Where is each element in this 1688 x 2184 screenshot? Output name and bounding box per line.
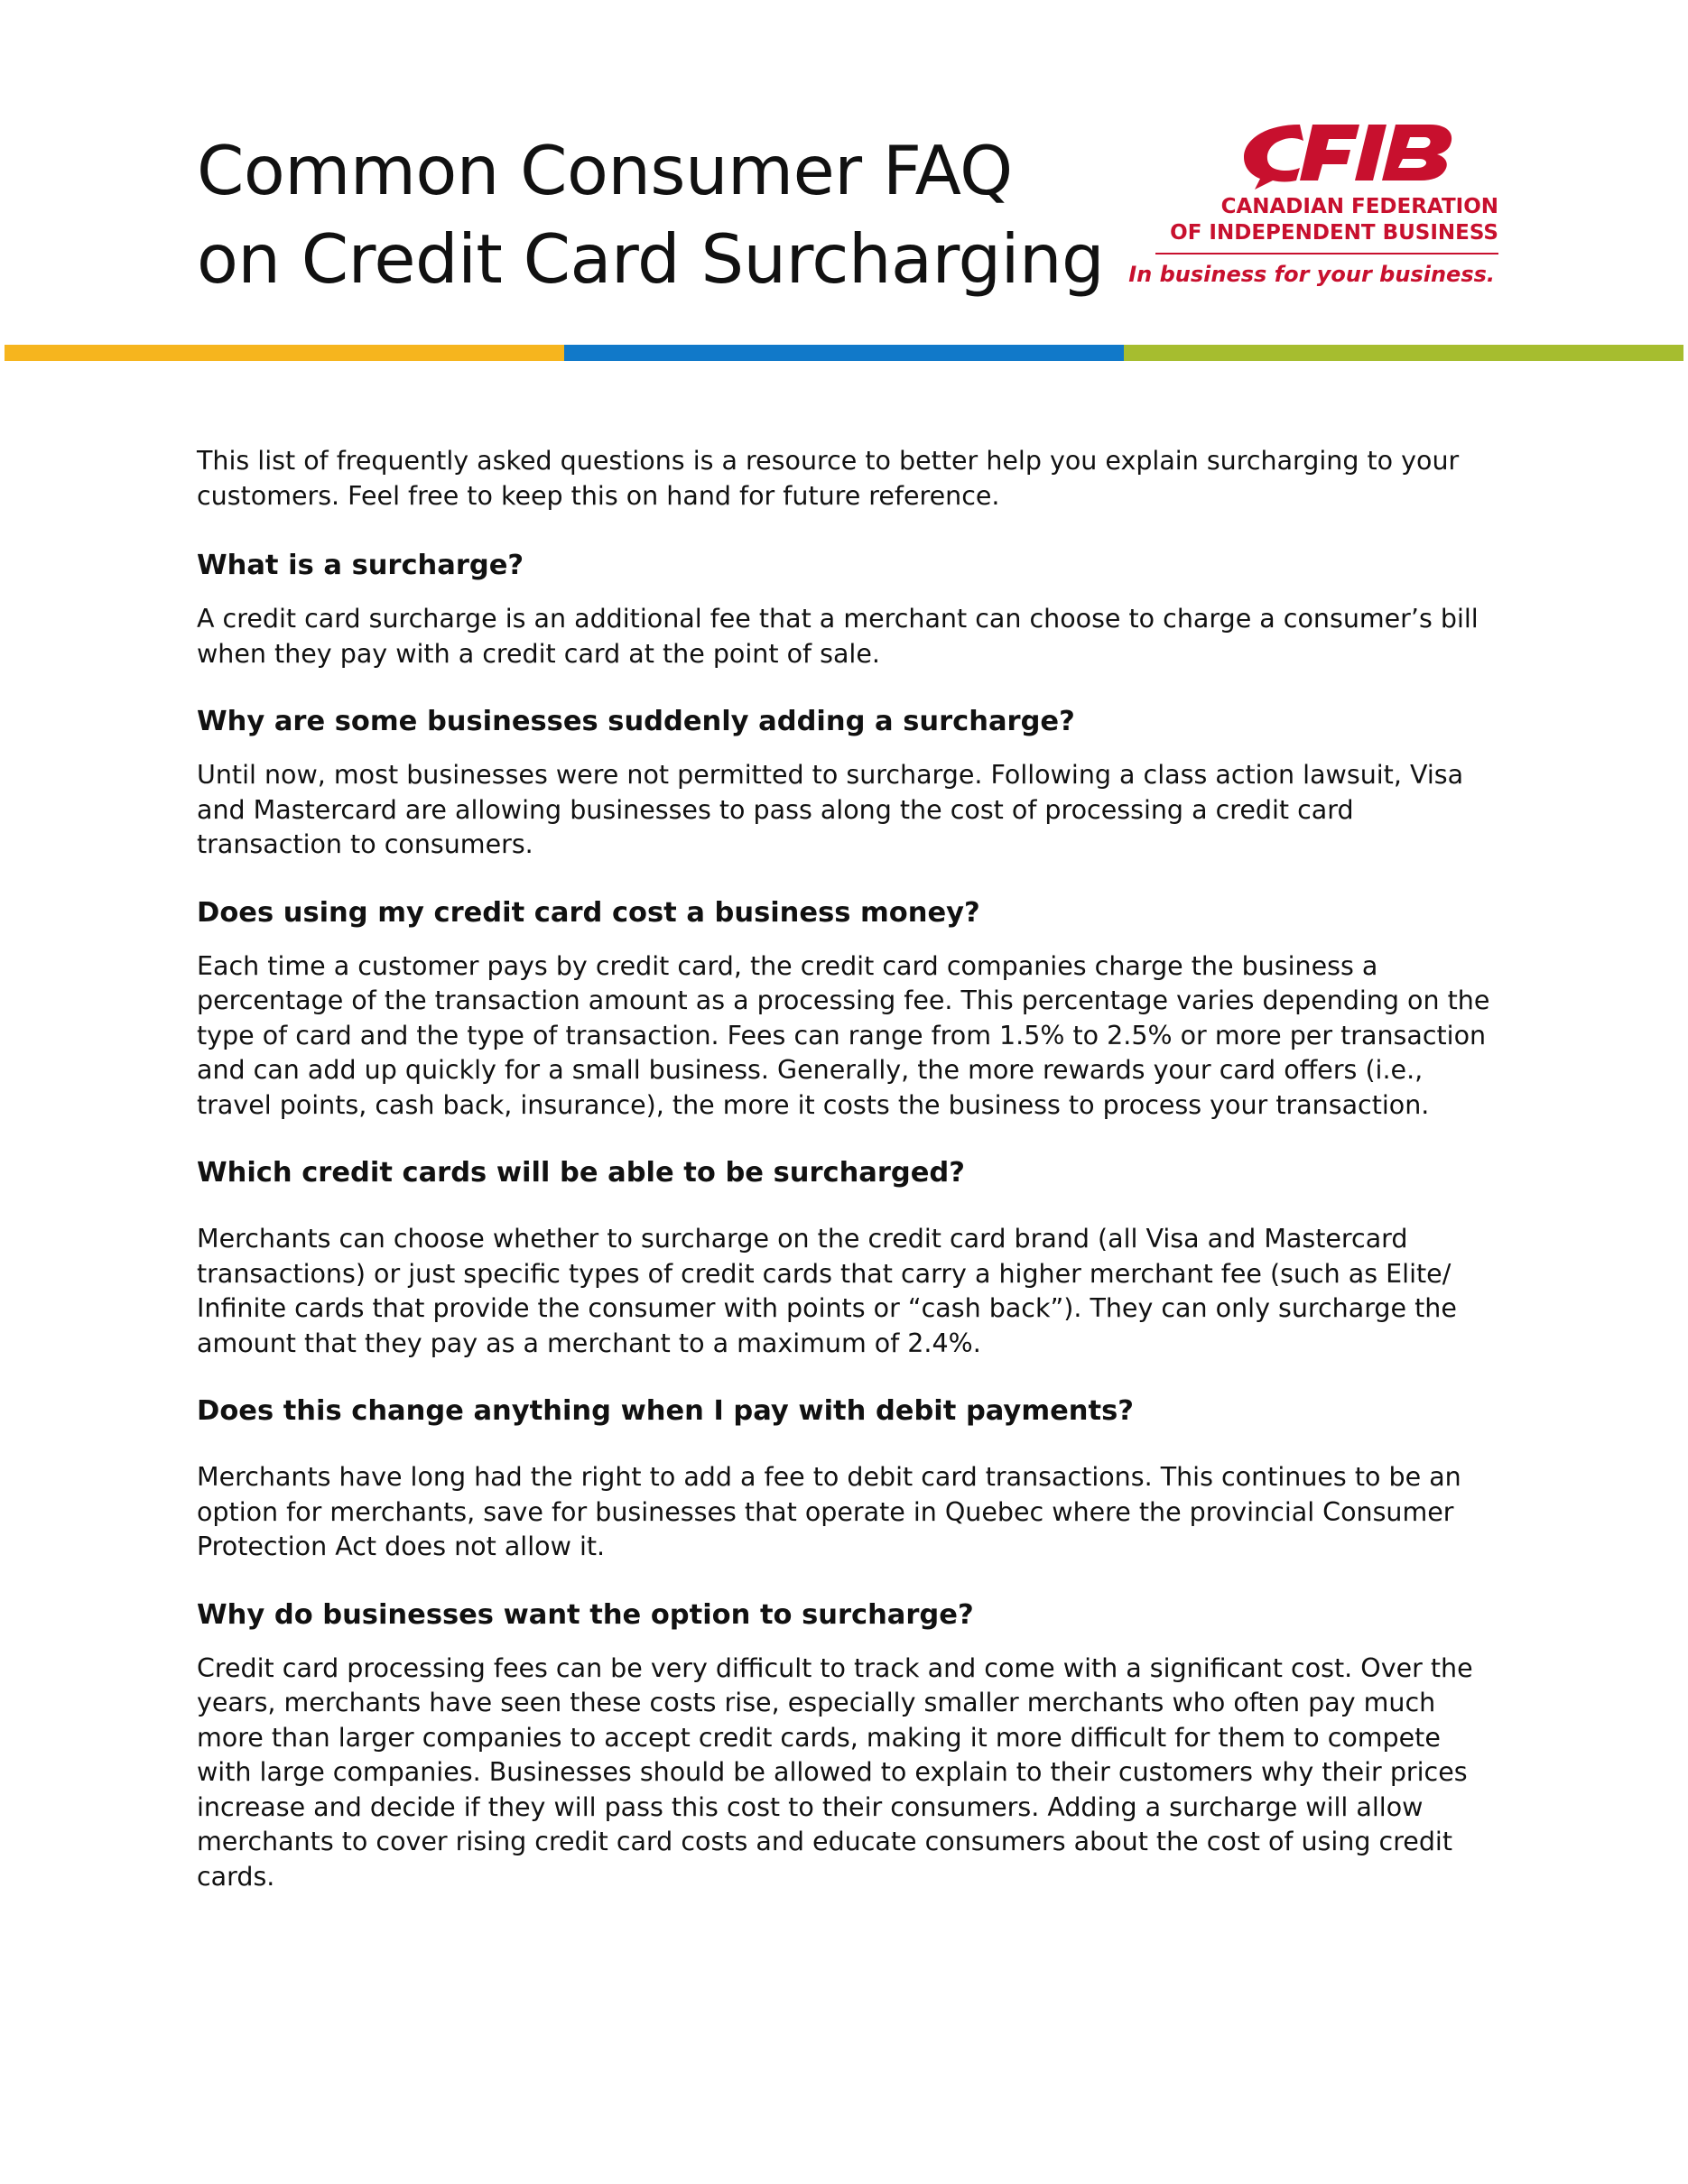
color-bar-blue (564, 345, 1124, 361)
faq-content (197, 444, 1497, 1927)
cfib-logo (1128, 117, 1507, 298)
faq-question: What is a surcharge? (197, 550, 524, 581)
color-bar-yellow (5, 345, 564, 361)
faq-answer: Credit card processing fees can be very difficult to track and come with a significant cost. Over the years, merchants have seen these costs rise, especially smaller merchants who often pay much more than larger companies to accept credit cards, making it more difficult for them to compete with large companies. Businesses should be allowed to explain to their customers why their prices increase and decide if they will pass this cost to their consumers. Adding a surcharge will allow merchants to cover rising credit card costs and educate consumers about the cost of using credit cards. (197, 1652, 1473, 1892)
page-title-line-1: Common Consumer FAQ (197, 131, 1013, 210)
cfib-wordmark-logo (1128, 117, 1507, 191)
faq-question: Does this change anything when I pay with debit payments? (197, 1395, 1134, 1427)
faq-answer: Merchants have long had the right to add a fee to debit card transactions. This continues to be an option for merchants, save for businesses that operate in Quebec where the provincial Consumer Protection Act does not allow it. (197, 1462, 1461, 1561)
logo-tagline: In business for your business. (1128, 262, 1495, 287)
faq-question: Which credit cards will be able to be surcharged? (197, 1157, 965, 1189)
color-bar-green (1124, 345, 1683, 361)
intro-paragraph: This list of frequently asked questions is a resource to better help you explain surcharging to your customers. Feel free to keep this on hand for future reference. (197, 446, 1460, 511)
logo-name-line-2: OF INDEPENDENT BUSINESS (1170, 221, 1498, 245)
header-color-bar (5, 345, 1683, 361)
faq-question: Why do businesses want the option to surcharge? (197, 1598, 974, 1631)
page-title-line-2: on Credit Card Surcharging (197, 219, 1105, 299)
faq-answer: Merchants can choose whether to surcharge on the credit card brand (all Visa and Mastercard transactions) or just specific types of credit cards that carry a higher merchant fee (such as Elite/ Infinite cards that provide the consumer with points or “cash back”). They can only surcharge the amount that they pay as a merchant to a maximum of 2.4%. (197, 1224, 1457, 1358)
faq-question: Does using my credit card cost a business money? (197, 896, 980, 929)
faq-answer: Each time a customer pays by credit card, the credit card companies charge the business a percentage of the transaction amount as a processing fee. This percentage varies depending on the type of card and the type of transaction. Fees can range from 1.5% to 2.5% or more per transaction and can add up quickly for a small business. Generally, the more rewards your card offers (i.e., travel points, cash back, insurance), the more it costs the business to process your transaction. (197, 950, 1490, 1120)
faq-question: Why are some businesses suddenly adding a surcharge? (197, 706, 1075, 737)
logo-divider (1155, 253, 1498, 254)
faq-answer: Until now, most businesses were not permitted to surcharge. Following a class action lawsuit, Visa and Mastercard are allowing businesses to pass along the cost of processing a credit card transaction to consumers. (197, 760, 1464, 859)
page-title (197, 126, 1105, 303)
logo-name-line-1: CANADIAN FEDERATION (1220, 195, 1498, 218)
faq-answer: A credit card surcharge is an additional fee that a merchant can choose to charge a consumer’s bill when they pay with a credit card at the point of sale. (197, 604, 1479, 669)
